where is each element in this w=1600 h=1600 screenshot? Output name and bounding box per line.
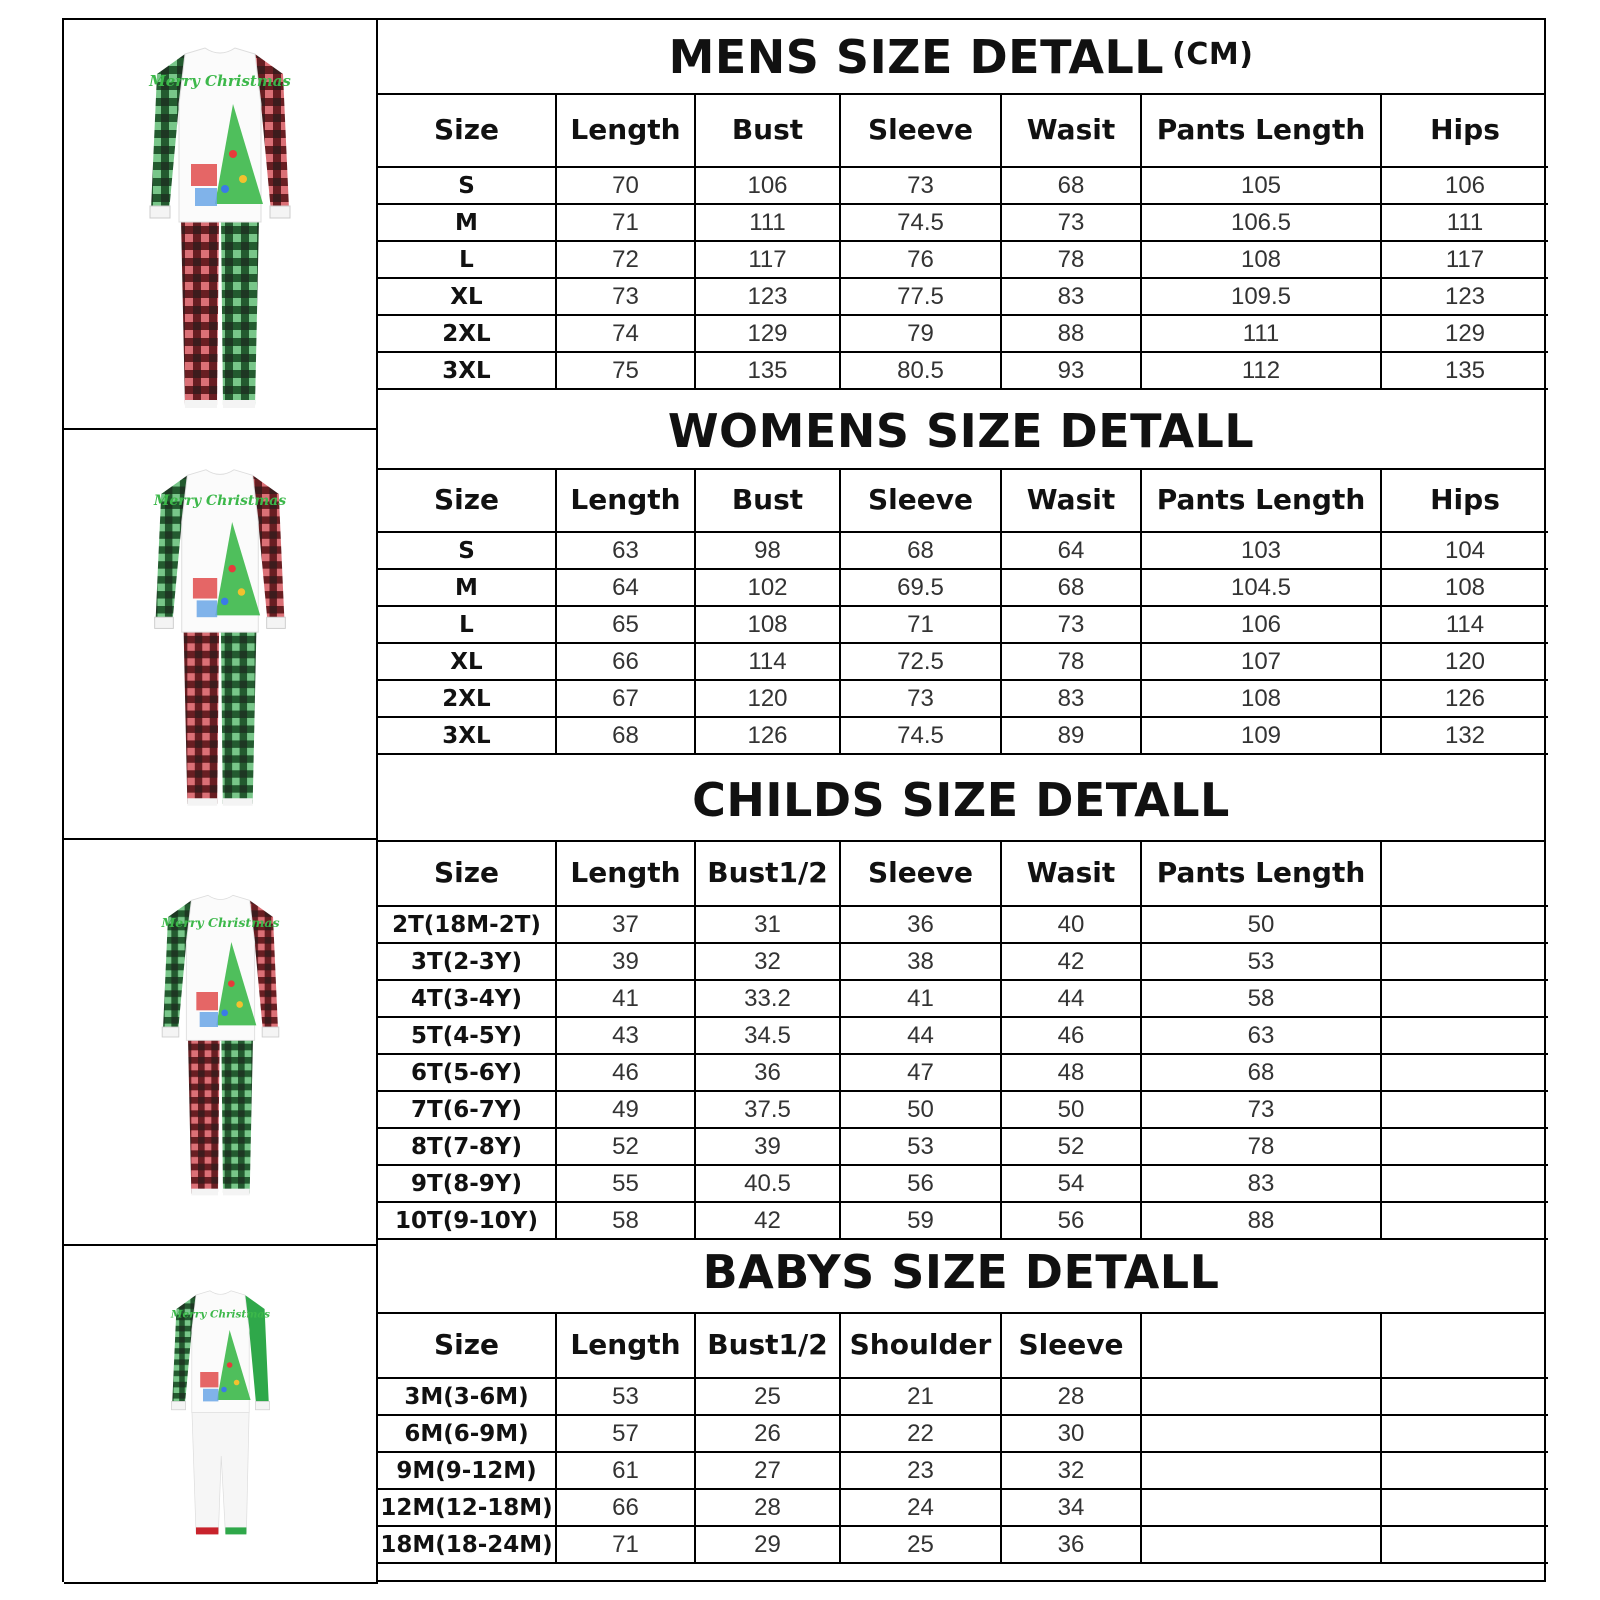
measurement-cell: 25 [695,1378,840,1415]
measurement-cell [1141,1526,1381,1563]
table-row [378,1415,1548,1452]
measurement-cell: 83 [1001,680,1141,717]
column-header: Hips [1381,468,1548,532]
measurement-cell: 109 [1141,717,1381,754]
measurement-cell [1381,1378,1548,1415]
size-cell: 7T(6-7Y) [378,1091,556,1128]
column-header: Bust1/2 [695,840,840,906]
measurement-cell: 106 [1381,167,1548,204]
measurement-cell: 66 [556,643,695,680]
measurement-cell: 34.5 [695,1017,840,1054]
measurement-cell: 36 [840,906,1001,943]
size-cell: 3M(3-6M) [378,1378,556,1415]
size-chart-sheet [62,18,1546,1582]
measurement-cell: 68 [1001,167,1141,204]
size-cell: 10T(9-10Y) [378,1202,556,1239]
column-header: Pants Length [1141,93,1381,167]
measurement-cell [1381,1526,1548,1563]
table-row [378,278,1548,315]
svg-text:Merry Christmas: Merry Christmas [149,72,291,90]
measurement-cell: 111 [695,204,840,241]
measurement-cell: 65 [556,606,695,643]
measurement-cell: 36 [695,1054,840,1091]
measurement-cell [1381,1489,1548,1526]
measurement-cell: 36 [1001,1526,1141,1563]
measurement-cell: 73 [1001,204,1141,241]
measurement-cell: 28 [1001,1378,1141,1415]
measurement-cell: 77.5 [840,278,1001,315]
measurement-cell: 104 [1381,532,1548,569]
table-row [378,1489,1548,1526]
measurement-cell [1141,1415,1381,1452]
table-row [378,167,1548,204]
measurement-cell: 39 [556,943,695,980]
measurement-cell: 71 [556,1526,695,1563]
column-header: Sleeve [840,93,1001,167]
table-row [378,1165,1548,1202]
measurement-cell: 73 [556,278,695,315]
measurement-cell: 71 [556,204,695,241]
size-cell: XL [378,643,556,680]
column-header: Size [378,840,556,906]
womens-pajama-set-image [150,454,290,814]
measurement-cell: 42 [695,1202,840,1239]
womens-title [378,394,1544,470]
table-row [378,1452,1548,1489]
measurement-cell: 61 [556,1452,695,1489]
size-cell: 2XL [378,680,556,717]
column-header: Size [378,93,556,167]
measurement-cell: 73 [1001,606,1141,643]
measurement-cell: 41 [840,980,1001,1017]
measurement-cell: 111 [1141,315,1381,352]
measurement-cell: 44 [1001,980,1141,1017]
babys-size-table [378,1312,1548,1564]
measurement-cell: 53 [556,1378,695,1415]
measurement-cell: 68 [1001,569,1141,606]
measurement-cell: 46 [1001,1017,1141,1054]
measurement-cell: 106 [695,167,840,204]
mens-title [378,20,1544,95]
size-cell: 9M(9-12M) [378,1452,556,1489]
measurement-cell: 59 [840,1202,1001,1239]
table-row [378,1378,1548,1415]
header-row [378,1312,1548,1378]
childs-title [378,760,1544,842]
measurement-cell: 68 [840,532,1001,569]
column-header: Wasit [1001,468,1141,532]
measurement-cell: 114 [1381,606,1548,643]
size-cell: 9T(8-9Y) [378,1165,556,1202]
table-row [378,906,1548,943]
size-cell: 12M(12-18M) [378,1489,556,1526]
column-header: Sleeve [840,468,1001,532]
measurement-cell: 102 [695,569,840,606]
measurement-cell: 66 [556,1489,695,1526]
table-row [378,569,1548,606]
measurement-cell: 72 [556,241,695,278]
size-cell: M [378,569,556,606]
measurement-cell: 126 [1381,680,1548,717]
measurement-cell: 49 [556,1091,695,1128]
size-cell: 4T(3-4Y) [378,980,556,1017]
measurement-cell: 37.5 [695,1091,840,1128]
measurement-cell: 69.5 [840,569,1001,606]
measurement-cell [1381,1091,1548,1128]
measurement-cell: 68 [556,717,695,754]
measurement-cell: 46 [556,1054,695,1091]
table-row [378,680,1548,717]
measurement-cell: 88 [1001,315,1141,352]
childs-pajama-set-image [158,882,283,1202]
size-cell: 5T(4-5Y) [378,1017,556,1054]
measurement-cell: 40.5 [695,1165,840,1202]
childs-image-cell [64,840,378,1246]
measurement-cell: 63 [556,532,695,569]
measurement-cell: 52 [556,1128,695,1165]
size-cell: S [378,532,556,569]
measurement-cell: 58 [556,1202,695,1239]
column-header: Size [378,1312,556,1378]
measurement-cell: 107 [1141,643,1381,680]
measurement-cell: 74.5 [840,204,1001,241]
measurement-cell: 75 [556,352,695,389]
size-cell: 6M(6-9M) [378,1415,556,1452]
measurement-cell: 57 [556,1415,695,1452]
measurement-cell: 106.5 [1141,204,1381,241]
measurement-cell: 98 [695,532,840,569]
measurement-cell: 117 [695,241,840,278]
measurement-cell: 42 [1001,943,1141,980]
measurement-cell: 34 [1001,1489,1141,1526]
measurement-cell [1141,1452,1381,1489]
measurement-cell: 31 [695,906,840,943]
measurement-cell [1381,943,1548,980]
measurement-cell: 73 [1141,1091,1381,1128]
column-header: Length [556,840,695,906]
size-cell: 8T(7-8Y) [378,1128,556,1165]
measurement-cell: 50 [840,1091,1001,1128]
measurement-cell: 53 [840,1128,1001,1165]
header-row [378,93,1548,167]
measurement-cell: 55 [556,1165,695,1202]
measurement-cell: 135 [1381,352,1548,389]
table-row [378,717,1548,754]
measurement-cell: 21 [840,1378,1001,1415]
table-row [378,1128,1548,1165]
measurement-cell: 23 [840,1452,1001,1489]
measurement-cell: 74 [556,315,695,352]
measurement-cell: 120 [1381,643,1548,680]
measurement-cell [1141,1378,1381,1415]
measurement-cell: 44 [840,1017,1001,1054]
table-row [378,643,1548,680]
measurement-cell: 32 [695,943,840,980]
column-header: Shoulder [840,1312,1001,1378]
measurement-cell [1381,980,1548,1017]
size-cell: 2XL [378,315,556,352]
measurement-cell: 64 [556,569,695,606]
column-header: Pants Length [1141,840,1381,906]
column-header: Bust [695,93,840,167]
table-row [378,204,1548,241]
size-cell: M [378,204,556,241]
measurement-cell: 33.2 [695,980,840,1017]
measurement-cell: 67 [556,680,695,717]
table-row [378,1091,1548,1128]
womens-size-table [378,468,1548,755]
measurement-cell: 123 [695,278,840,315]
measurement-cell: 68 [1141,1054,1381,1091]
childs-title-text: CHILDS SIZE DETALL [692,773,1230,827]
measurement-cell: 78 [1001,643,1141,680]
measurement-cell: 74.5 [840,717,1001,754]
measurement-cell: 108 [1141,680,1381,717]
table-row [378,980,1548,1017]
column-header [1141,1312,1381,1378]
measurement-cell [1381,1017,1548,1054]
measurement-cell: 48 [1001,1054,1141,1091]
table-row [378,315,1548,352]
column-header: Length [556,468,695,532]
measurement-cell [1381,1415,1548,1452]
childs-section [378,760,1544,1234]
measurement-cell [1381,1128,1548,1165]
column-header: Wasit [1001,840,1141,906]
measurement-cell: 108 [695,606,840,643]
measurement-cell: 24 [840,1489,1001,1526]
measurement-cell: 58 [1141,980,1381,1017]
measurement-cell: 72.5 [840,643,1001,680]
measurement-cell: 29 [695,1526,840,1563]
size-cell: S [378,167,556,204]
measurement-cell: 88 [1141,1202,1381,1239]
womens-image-cell [64,430,378,840]
measurement-cell: 56 [1001,1202,1141,1239]
measurement-cell: 70 [556,167,695,204]
measurement-cell: 129 [695,315,840,352]
table-row [378,532,1548,569]
table-row [378,943,1548,980]
measurement-cell: 26 [695,1415,840,1452]
measurement-cell: 50 [1141,906,1381,943]
svg-text:Merry Christmas: Merry Christmas [160,915,280,930]
size-cell: 2T(18M-2T) [378,906,556,943]
table-row [378,241,1548,278]
babys-title-text: BABYS SIZE DETALL [702,1245,1220,1299]
table-row [378,606,1548,643]
mens-title-text: MENS SIZE DETALL [668,29,1165,84]
column-header: Sleeve [1001,1312,1141,1378]
size-cell: 3XL [378,352,556,389]
measurement-cell [1381,1452,1548,1489]
measurement-cell: 64 [1001,532,1141,569]
measurement-cell: 27 [695,1452,840,1489]
childs-size-table [378,840,1548,1240]
column-header: Bust [695,468,840,532]
measurement-cell: 28 [695,1489,840,1526]
svg-text:Merry Christmas: Merry Christmas [170,1308,270,1321]
measurement-cell [1381,1054,1548,1091]
header-row [378,468,1548,532]
measurement-cell: 41 [556,980,695,1017]
size-cell: L [378,241,556,278]
measurement-cell: 78 [1001,241,1141,278]
measurement-cell: 71 [840,606,1001,643]
measurement-cell: 109.5 [1141,278,1381,315]
measurement-cell: 40 [1001,906,1141,943]
measurement-cell: 104.5 [1141,569,1381,606]
babys-title [378,1232,1544,1314]
column-header: Hips [1381,93,1548,167]
measurement-cell: 38 [840,943,1001,980]
column-header [1381,1312,1548,1378]
mens-pajama-set-image [145,34,295,414]
mens-image-cell [64,20,378,430]
column-header: Sleeve [840,840,1001,906]
measurement-cell: 108 [1141,241,1381,278]
table-row [378,1526,1548,1563]
measurement-cell: 53 [1141,943,1381,980]
measurement-cell: 79 [840,315,1001,352]
header-row [378,840,1548,906]
column-header: Wasit [1001,93,1141,167]
size-cell: L [378,606,556,643]
womens-section [378,394,1544,768]
table-row [378,1017,1548,1054]
size-cell: 18M(18-24M) [378,1526,556,1563]
measurement-cell [1381,1165,1548,1202]
measurement-cell: 47 [840,1054,1001,1091]
measurement-cell: 93 [1001,352,1141,389]
measurement-cell: 76 [840,241,1001,278]
measurement-cell: 120 [695,680,840,717]
column-header [1381,840,1548,906]
measurement-cell: 111 [1381,204,1548,241]
size-cell: 3T(2-3Y) [378,943,556,980]
column-header: Length [556,93,695,167]
column-header: Length [556,1312,695,1378]
womens-title-text: WOMENS SIZE DETALL [667,404,1255,458]
measurement-cell: 63 [1141,1017,1381,1054]
measurement-cell: 73 [840,680,1001,717]
babys-section [378,1232,1544,1584]
measurement-cell: 22 [840,1415,1001,1452]
measurement-cell: 73 [840,167,1001,204]
size-cell: XL [378,278,556,315]
measurement-cell: 39 [695,1128,840,1165]
measurement-cell: 30 [1001,1415,1141,1452]
measurement-cell: 43 [556,1017,695,1054]
baby-image-cell [64,1246,378,1584]
size-cell: 3XL [378,717,556,754]
measurement-cell: 112 [1141,352,1381,389]
measurement-cell: 132 [1381,717,1548,754]
measurement-cell: 135 [695,352,840,389]
measurement-cell: 78 [1141,1128,1381,1165]
svg-text:Merry Christmas: Merry Christmas [153,493,287,510]
measurement-cell: 108 [1381,569,1548,606]
measurement-cell: 50 [1001,1091,1141,1128]
measurement-cell: 117 [1381,241,1548,278]
measurement-cell: 129 [1381,315,1548,352]
size-cell: 6T(5-6Y) [378,1054,556,1091]
measurement-cell: 80.5 [840,352,1001,389]
column-header: Size [378,468,556,532]
mens-size-table [378,93,1548,390]
measurement-cell: 114 [695,643,840,680]
measurement-cell: 54 [1001,1165,1141,1202]
measurement-cell: 83 [1141,1165,1381,1202]
measurement-cell: 106 [1141,606,1381,643]
mens-section [378,20,1544,394]
measurement-cell: 126 [695,717,840,754]
measurement-cell: 123 [1381,278,1548,315]
table-row [378,352,1548,389]
column-header: Bust1/2 [695,1312,840,1378]
measurement-cell: 32 [1001,1452,1141,1489]
measurement-cell: 37 [556,906,695,943]
measurement-cell: 52 [1001,1128,1141,1165]
measurement-cell: 83 [1001,278,1141,315]
measurement-cell: 25 [840,1526,1001,1563]
column-header: Pants Length [1141,468,1381,532]
measurement-cell: 56 [840,1165,1001,1202]
measurement-cell [1381,906,1548,943]
measurement-cell: 89 [1001,717,1141,754]
measurement-cell: 103 [1141,532,1381,569]
measurement-cell: 105 [1141,167,1381,204]
measurement-cell [1141,1489,1381,1526]
unit-label: (CM) [1172,37,1254,72]
table-row [378,1054,1548,1091]
baby-romper-image [168,1279,273,1549]
size-tables [378,20,1544,1580]
